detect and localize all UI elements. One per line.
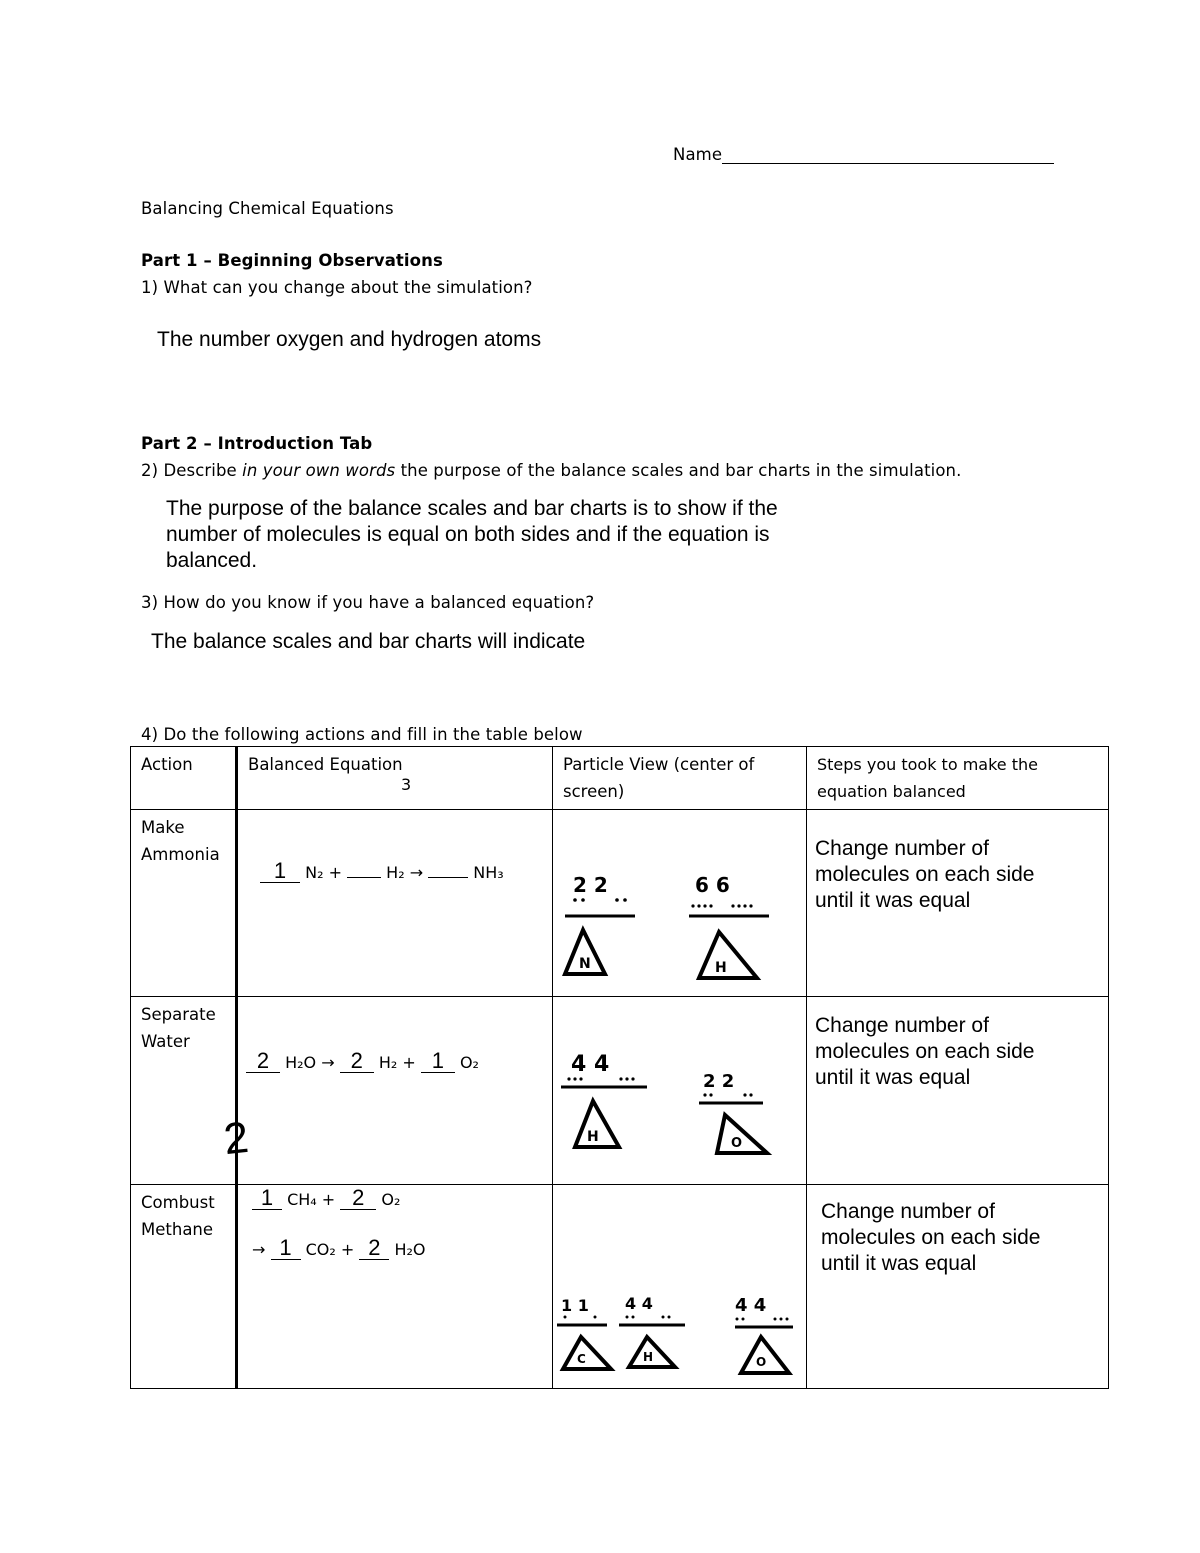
row-equation-water xyxy=(237,997,553,1185)
balancing-table xyxy=(130,746,1109,1389)
question-2 xyxy=(141,461,961,480)
answer-3[interactable]: The balance scales and bar charts will indicate xyxy=(151,630,586,653)
scale-h-water-icon xyxy=(557,1047,657,1157)
handwritten-margin-note: 2 xyxy=(221,1112,251,1165)
row-particle-methane xyxy=(553,1185,807,1389)
question-3: 3) How do you know if you have a balanced equation? xyxy=(141,593,595,612)
part2-heading: Part 2 – Introduction Tab xyxy=(141,434,373,453)
question-2-prefix: 2) Describe xyxy=(141,461,243,480)
scale-h-water-count: 4 4 xyxy=(571,1052,610,1077)
table-header-row xyxy=(131,747,1109,810)
scale-o-water-count: 2 2 xyxy=(703,1071,735,1092)
scale-n-count: 2 2 xyxy=(573,873,608,897)
coef-o2[interactable]: 1 xyxy=(421,1050,455,1073)
scale-c-label: C xyxy=(577,1352,586,1366)
answer-2-line-3: balanced. xyxy=(166,549,258,572)
scale-n-label: N xyxy=(579,956,591,972)
question-2-emphasis: in your own words xyxy=(242,461,396,480)
coef-h2[interactable] xyxy=(347,877,381,878)
row-steps-ammonia xyxy=(807,810,1109,997)
question-2-suffix: the purpose of the balance scales and bar charts in the simulation. xyxy=(395,461,962,480)
scale-h-methane-count: 4 4 xyxy=(625,1294,653,1313)
coef-nh3[interactable] xyxy=(428,877,468,878)
table-row xyxy=(131,810,1109,997)
scale-n-icon xyxy=(561,868,649,984)
page-title: Balancing Chemical Equations xyxy=(141,199,394,218)
coef-h2o-methane[interactable]: 2 xyxy=(359,1237,389,1260)
coef-h2o[interactable]: 2 xyxy=(246,1050,280,1073)
coef-ch4[interactable]: 1 xyxy=(252,1187,282,1210)
row-steps-methane xyxy=(807,1185,1109,1389)
row-action-ammonia: Make Ammonia xyxy=(131,810,237,997)
header-action: Action xyxy=(131,747,237,810)
row-action-methane: Combust Methane xyxy=(131,1185,237,1389)
equation-water: 2 H₂O → 2 H₂ + 1 O₂ xyxy=(246,1050,479,1073)
scale-c-icon xyxy=(555,1291,617,1383)
scale-h-label: H xyxy=(715,960,727,976)
equation-ammonia: 1 N₂ + H₂ → NH₃ xyxy=(260,860,504,883)
coef-o2-methane[interactable]: 2 xyxy=(340,1187,376,1210)
steps-ammonia[interactable]: Change number of molecules on each side until it was equal xyxy=(815,837,1035,912)
coef-co2[interactable]: 1 xyxy=(271,1237,301,1260)
answer-2-line-2: number of molecules is equal on both sides and if the equation is xyxy=(166,523,770,546)
name-label: Name xyxy=(673,145,723,164)
scale-h-icon xyxy=(683,868,783,986)
arrow-icon: → xyxy=(252,1240,266,1259)
scale-h-water-label: H xyxy=(587,1129,599,1145)
scale-o-methane-icon xyxy=(731,1287,805,1379)
scale-o-methane-label: O xyxy=(756,1355,767,1369)
row-particle-water xyxy=(553,997,807,1185)
header-equation-note: 3 xyxy=(401,775,412,794)
row-equation-methane xyxy=(237,1185,553,1389)
answer-1[interactable]: The number oxygen and hydrogen atoms xyxy=(157,328,542,351)
answer-2[interactable] xyxy=(166,496,778,574)
answer-2-line-1: The purpose of the balance scales and bar charts is to show if the xyxy=(166,497,778,520)
scale-o-water-label: O xyxy=(731,1136,743,1151)
table-row xyxy=(131,997,1109,1185)
scale-h-methane-label: H xyxy=(643,1350,654,1364)
row-steps-water xyxy=(807,997,1109,1185)
question-1: 1) What can you change about the simulation? xyxy=(141,278,533,297)
row-equation-ammonia xyxy=(237,810,553,997)
steps-methane[interactable]: Change number of molecules on each side until it was equal xyxy=(821,1200,1041,1275)
header-steps: Steps you took to make the equation balanced xyxy=(807,747,1109,810)
steps-water[interactable]: Change number of molecules on each side until it was equal xyxy=(815,1014,1035,1089)
scale-h-count: 6 6 xyxy=(695,873,730,897)
row-particle-ammonia xyxy=(553,810,807,997)
name-blank-line[interactable] xyxy=(722,145,1054,164)
question-4: 4) Do the following actions and fill in the table below xyxy=(141,725,583,744)
scale-o-methane-count: 4 4 xyxy=(735,1295,767,1316)
name-field[interactable] xyxy=(673,145,1054,164)
table-row xyxy=(131,1185,1109,1389)
scale-c-count: 1 1 xyxy=(561,1296,589,1315)
coef-h2-product[interactable]: 2 xyxy=(340,1050,374,1073)
part1-heading: Part 1 – Beginning Observations xyxy=(141,251,443,270)
scale-h-methane-icon xyxy=(617,1289,693,1381)
row-action-water: Separate Water xyxy=(131,997,237,1185)
header-equation: Balanced Equation 3 xyxy=(237,747,553,810)
coef-n2[interactable]: 1 xyxy=(260,860,300,883)
header-particle-view: Particle View (center of screen) xyxy=(553,747,807,810)
scale-o-water-icon xyxy=(695,1067,785,1163)
equation-methane-reactants: 1 CH₄ + 2 O₂ xyxy=(252,1187,400,1210)
equation-methane-products: → 1 CO₂ + 2 H₂O xyxy=(252,1235,426,1260)
